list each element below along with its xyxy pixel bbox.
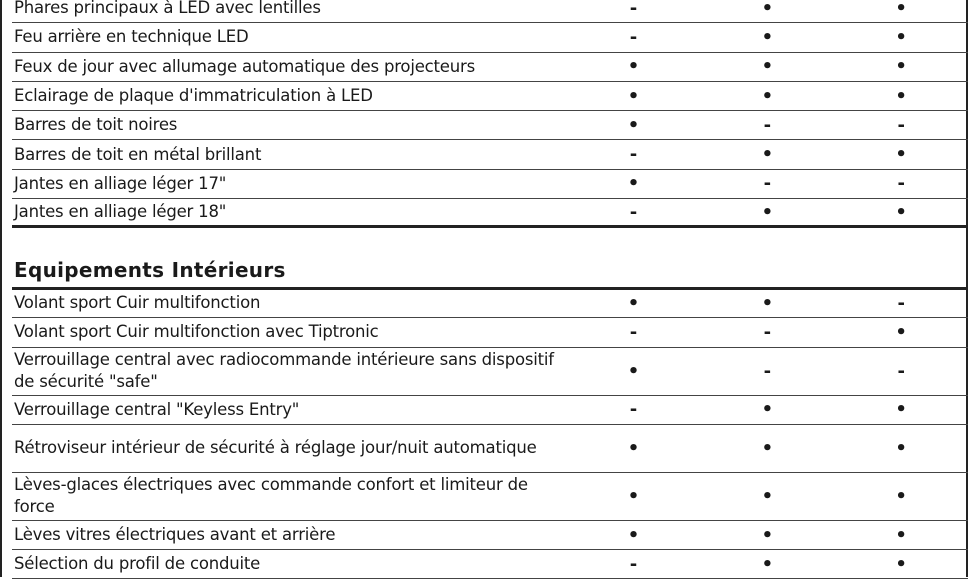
cell-c1: - [629,0,638,19]
cell-c1: - [629,321,638,343]
table-row [12,199,968,228]
cell-c2: • [761,0,773,19]
cell-c1: • [627,292,640,314]
cell-c2: • [761,437,773,459]
cell-c1: • [627,173,640,195]
row-label: Rétroviseur intérieur de sécurité à réglage jour/nuit automatique [14,438,537,458]
row-label: Barres de toit noires [14,115,178,135]
table-row [12,23,968,52]
cell-c2: - [763,173,771,195]
cell-c3: • [895,56,907,78]
row-label: Lèves vitres électriques avant et arrière [14,525,336,545]
table-row [12,289,968,318]
table-row [12,111,968,140]
row-label: Jantes en alliage léger 17" [14,173,227,193]
cell-c3: - [897,292,905,314]
interior-table [12,289,968,579]
cell-c1: • [627,485,640,507]
cell-c3: • [895,524,907,546]
cell-c3: • [895,321,907,343]
exterior-table [12,0,968,228]
cell-c3: • [895,437,907,459]
cell-c3: • [895,26,907,48]
cell-c3: - [897,114,905,136]
cell-c1: - [629,26,638,48]
row-label: Verrouillage central avec radiocommande intérieure sans dispositif de sécurité "safe" [14,350,554,392]
cell-c1: • [627,524,640,546]
cell-c3: • [895,201,907,223]
row-label: Feux de jour avec allumage automatique des projecteurs [14,56,475,76]
table-row [12,425,968,473]
cell-c2: • [761,85,773,107]
row-label: Phares principaux à LED avec lentilles [14,0,321,18]
cell-c1: - [629,201,638,223]
row-label: Eclairage de plaque d'immatriculation à LED [14,86,373,106]
cell-c2: • [761,292,773,314]
cell-c3: • [895,85,907,107]
table-row [12,473,968,521]
table-row [12,0,968,23]
cell-c1: - [629,144,638,166]
cell-c2: • [761,201,773,223]
cell-c3: • [895,0,907,19]
cell-c2: - [763,360,771,382]
cell-c2: - [763,114,771,136]
table-row [12,82,968,111]
section-title: Equipements Intérieurs [14,258,286,282]
table-row [12,521,968,550]
row-label: Barres de toit en métal brillant [14,144,262,164]
table-row [12,170,968,199]
cell-c2: • [761,399,773,421]
cell-c3: • [895,485,907,507]
cell-c1: • [627,437,640,459]
table-row [12,550,968,579]
cell-c2: • [761,485,773,507]
cell-c1: • [627,360,640,382]
table-row [12,396,968,425]
row-label: Volant sport Cuir multifonction avec Tiptronic [14,322,379,342]
cell-c1: - [629,399,638,421]
row-label: Sélection du profil de conduite [14,554,261,574]
cell-c3: • [895,399,907,421]
cell-c3: - [897,173,905,195]
cell-c1: - [629,553,638,575]
cell-c2: • [761,524,773,546]
cell-c2: • [761,26,773,48]
table-row [12,318,968,347]
cell-c1: • [627,56,640,78]
table-row [12,53,968,82]
cell-c1: • [627,114,640,136]
row-label: Jantes en alliage léger 18" [14,202,227,222]
row-label: Verrouillage central "Keyless Entry" [14,399,300,419]
cell-c2: • [761,144,773,166]
row-label: Feu arrière en technique LED [14,27,249,47]
cell-c2: • [761,553,773,575]
cell-c2: • [761,56,773,78]
row-label: Lèves-glaces électriques avec commande confort et limiteur de force [14,475,528,517]
table-row [12,348,968,396]
cell-c1: • [627,85,640,107]
table-row [12,140,968,169]
row-label: Volant sport Cuir multifonction [14,293,261,313]
cell-c2: - [763,321,771,343]
cell-c3: • [895,144,907,166]
cell-c3: - [897,360,905,382]
cell-c3: • [895,553,907,575]
